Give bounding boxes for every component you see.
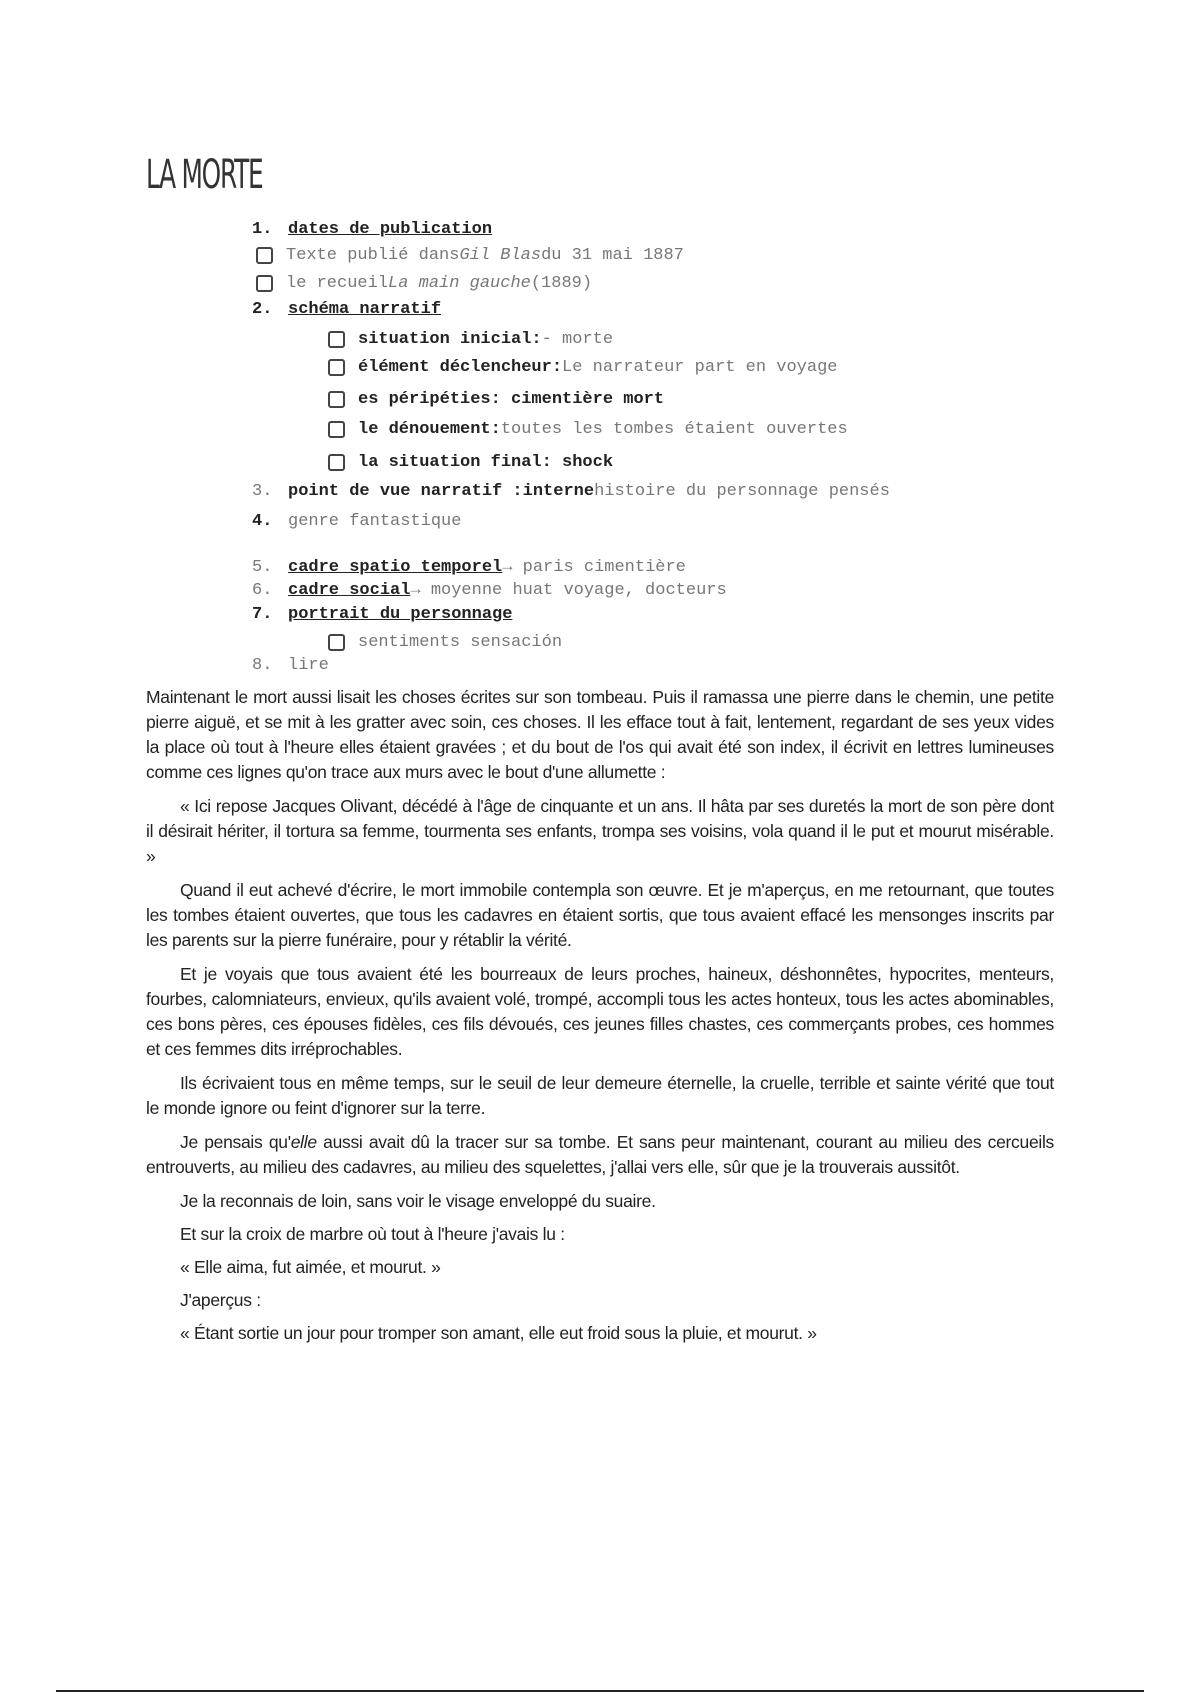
checkbox-icon[interactable] — [328, 421, 345, 438]
outline-item-6: 6. cadre social → moyenne huat voyage, docteurs — [252, 580, 727, 600]
outline-number: 4. — [252, 511, 273, 531]
paragraph: « Elle aima, fut aimée, et mourut. » — [180, 1257, 441, 1277]
paragraph: Maintenant le mort aussi lisait les choses écrites sur son tombeau. Puis il ramassa une pierre dans le chemin, une petite pierre aiguë, et se mit à les gratter avec soin, ces choses. Il les efface tout à fait, lentement, regardant de ses yeux vides la place où tout à l'heure elles étaient gravées ; et du bout de l'os qui avait été son index, il écrivit en lettres lumineuses comme ces lignes qu'on trace aux murs avec le bout d'une allumette : — [146, 687, 1054, 782]
excerpt-text — [146, 685, 1054, 1354]
outline-item-8: 8. lire — [252, 655, 329, 675]
paragraph: Je la reconnais de loin, sans voir le visage enveloppé du suaire. — [180, 1191, 656, 1211]
footer-divider — [56, 1690, 1144, 1692]
checkbox-icon[interactable] — [256, 275, 273, 292]
outline-number: 7. — [252, 604, 273, 624]
outline-subitem-2e: la situation final: shock — [328, 451, 613, 473]
outline-subitem-2c: es péripéties: cimentière mort — [328, 388, 664, 410]
outline-item-3: 3. point de vue narratif :interne histoire du personnage pensés — [252, 481, 890, 501]
outline-subitem-7a: sentiments sensación — [328, 631, 562, 653]
paragraph: Je pensais qu'elle aussi avait dû la tracer sur sa tombe. Et sans peur maintenant, courant au milieu des cercueils entrouverts, au milieu des cadavres, au milieu des squelettes, j'allai vers elle, sûr que je la trouverais aussitôt. — [146, 1132, 1054, 1177]
paragraph: Et sur la croix de marbre où tout à l'heure j'avais lu : — [180, 1224, 565, 1244]
paragraph: J'aperçus : — [180, 1290, 261, 1310]
outline-number: 6. — [252, 580, 273, 600]
paragraph: Ils écrivaient tous en même temps, sur le seuil de leur demeure éternelle, la cruelle, terrible et sainte vérité que tout le monde ignore ou feint d'ignorer sur la terre. — [146, 1073, 1054, 1118]
checkbox-icon[interactable] — [256, 247, 273, 264]
paragraph: « Ici repose Jacques Olivant, décédé à l'âge de cinquante et un ans. Il hâta par ses duretés la mort de son père dont il désirait hériter, il tortura sa femme, tourmenta ses enfants, trompa ses voisins, vola quand il le put et mourut misérable. » — [146, 796, 1054, 866]
outline-number: 2. — [252, 299, 273, 319]
paragraph: Quand il eut achevé d'écrire, le mort immobile contempla son œuvre. Et je m'aperçus, en me retournant, que toutes les tombes étaient ouvertes, que tous les cadavres en étaient sortis, que tous avaient effacé les mensonges inscrits par les parents sur la pierre funéraire, pour y rétablir la vérité. — [146, 880, 1054, 950]
checkbox-icon[interactable] — [328, 359, 345, 376]
paragraph: Et je voyais que tous avaient été les bourreaux de leurs proches, haineux, déshonnêtes, hypocrites, menteurs, fourbes, calomniateurs, envieux, qu'ils avaient volé, trompé, accompli tous les actes honteux, tous les actes abominables, ces bons pères, ces épouses fidèles, ces fils dévoués, ces jeunes filles chastes, ces commerçants probes, ces hommes et ces femmes dits irréprochables. — [146, 964, 1054, 1059]
outline-number: 5. — [252, 557, 273, 577]
outline-number: 8. — [252, 655, 273, 675]
paragraph: « Étant sortie un jour pour tromper son amant, elle eut froid sous la pluie, et mourut. » — [180, 1323, 817, 1343]
outline-subitem-2a: situation inicial: - morte — [328, 328, 613, 350]
outline-item-4: 4. genre fantastique — [252, 511, 462, 531]
outline-subitem-1b: le recueil La main gauche (1889) — [256, 272, 592, 294]
checkbox-icon[interactable] — [328, 634, 345, 651]
outline-item-5: 5. cadre spatio temporel → paris cimentière — [252, 557, 686, 577]
checkbox-icon[interactable] — [328, 454, 345, 471]
outline-heading: schéma narratif — [288, 299, 442, 319]
outline-number: 3. — [252, 481, 273, 501]
outline-heading: dates de publication — [288, 219, 493, 239]
checkbox-icon[interactable] — [328, 331, 345, 348]
outline-subitem-1a: Texte publié dans Gil Blas du 31 mai 1887 — [256, 244, 684, 266]
outline-subitem-2b: élément déclencheur: Le narrateur part en voyage — [328, 356, 838, 378]
outline-item-7: 7. portrait du personnage — [252, 604, 513, 624]
outline-item-2 — [252, 298, 441, 320]
checkbox-icon[interactable] — [328, 391, 345, 408]
page-title: LA MORTE — [146, 152, 263, 198]
outline-item-1 — [252, 218, 492, 240]
outline-subitem-2d: le dénouement: toutes les tombes étaient ouvertes — [328, 418, 848, 440]
outline-number: 1. — [252, 219, 273, 239]
